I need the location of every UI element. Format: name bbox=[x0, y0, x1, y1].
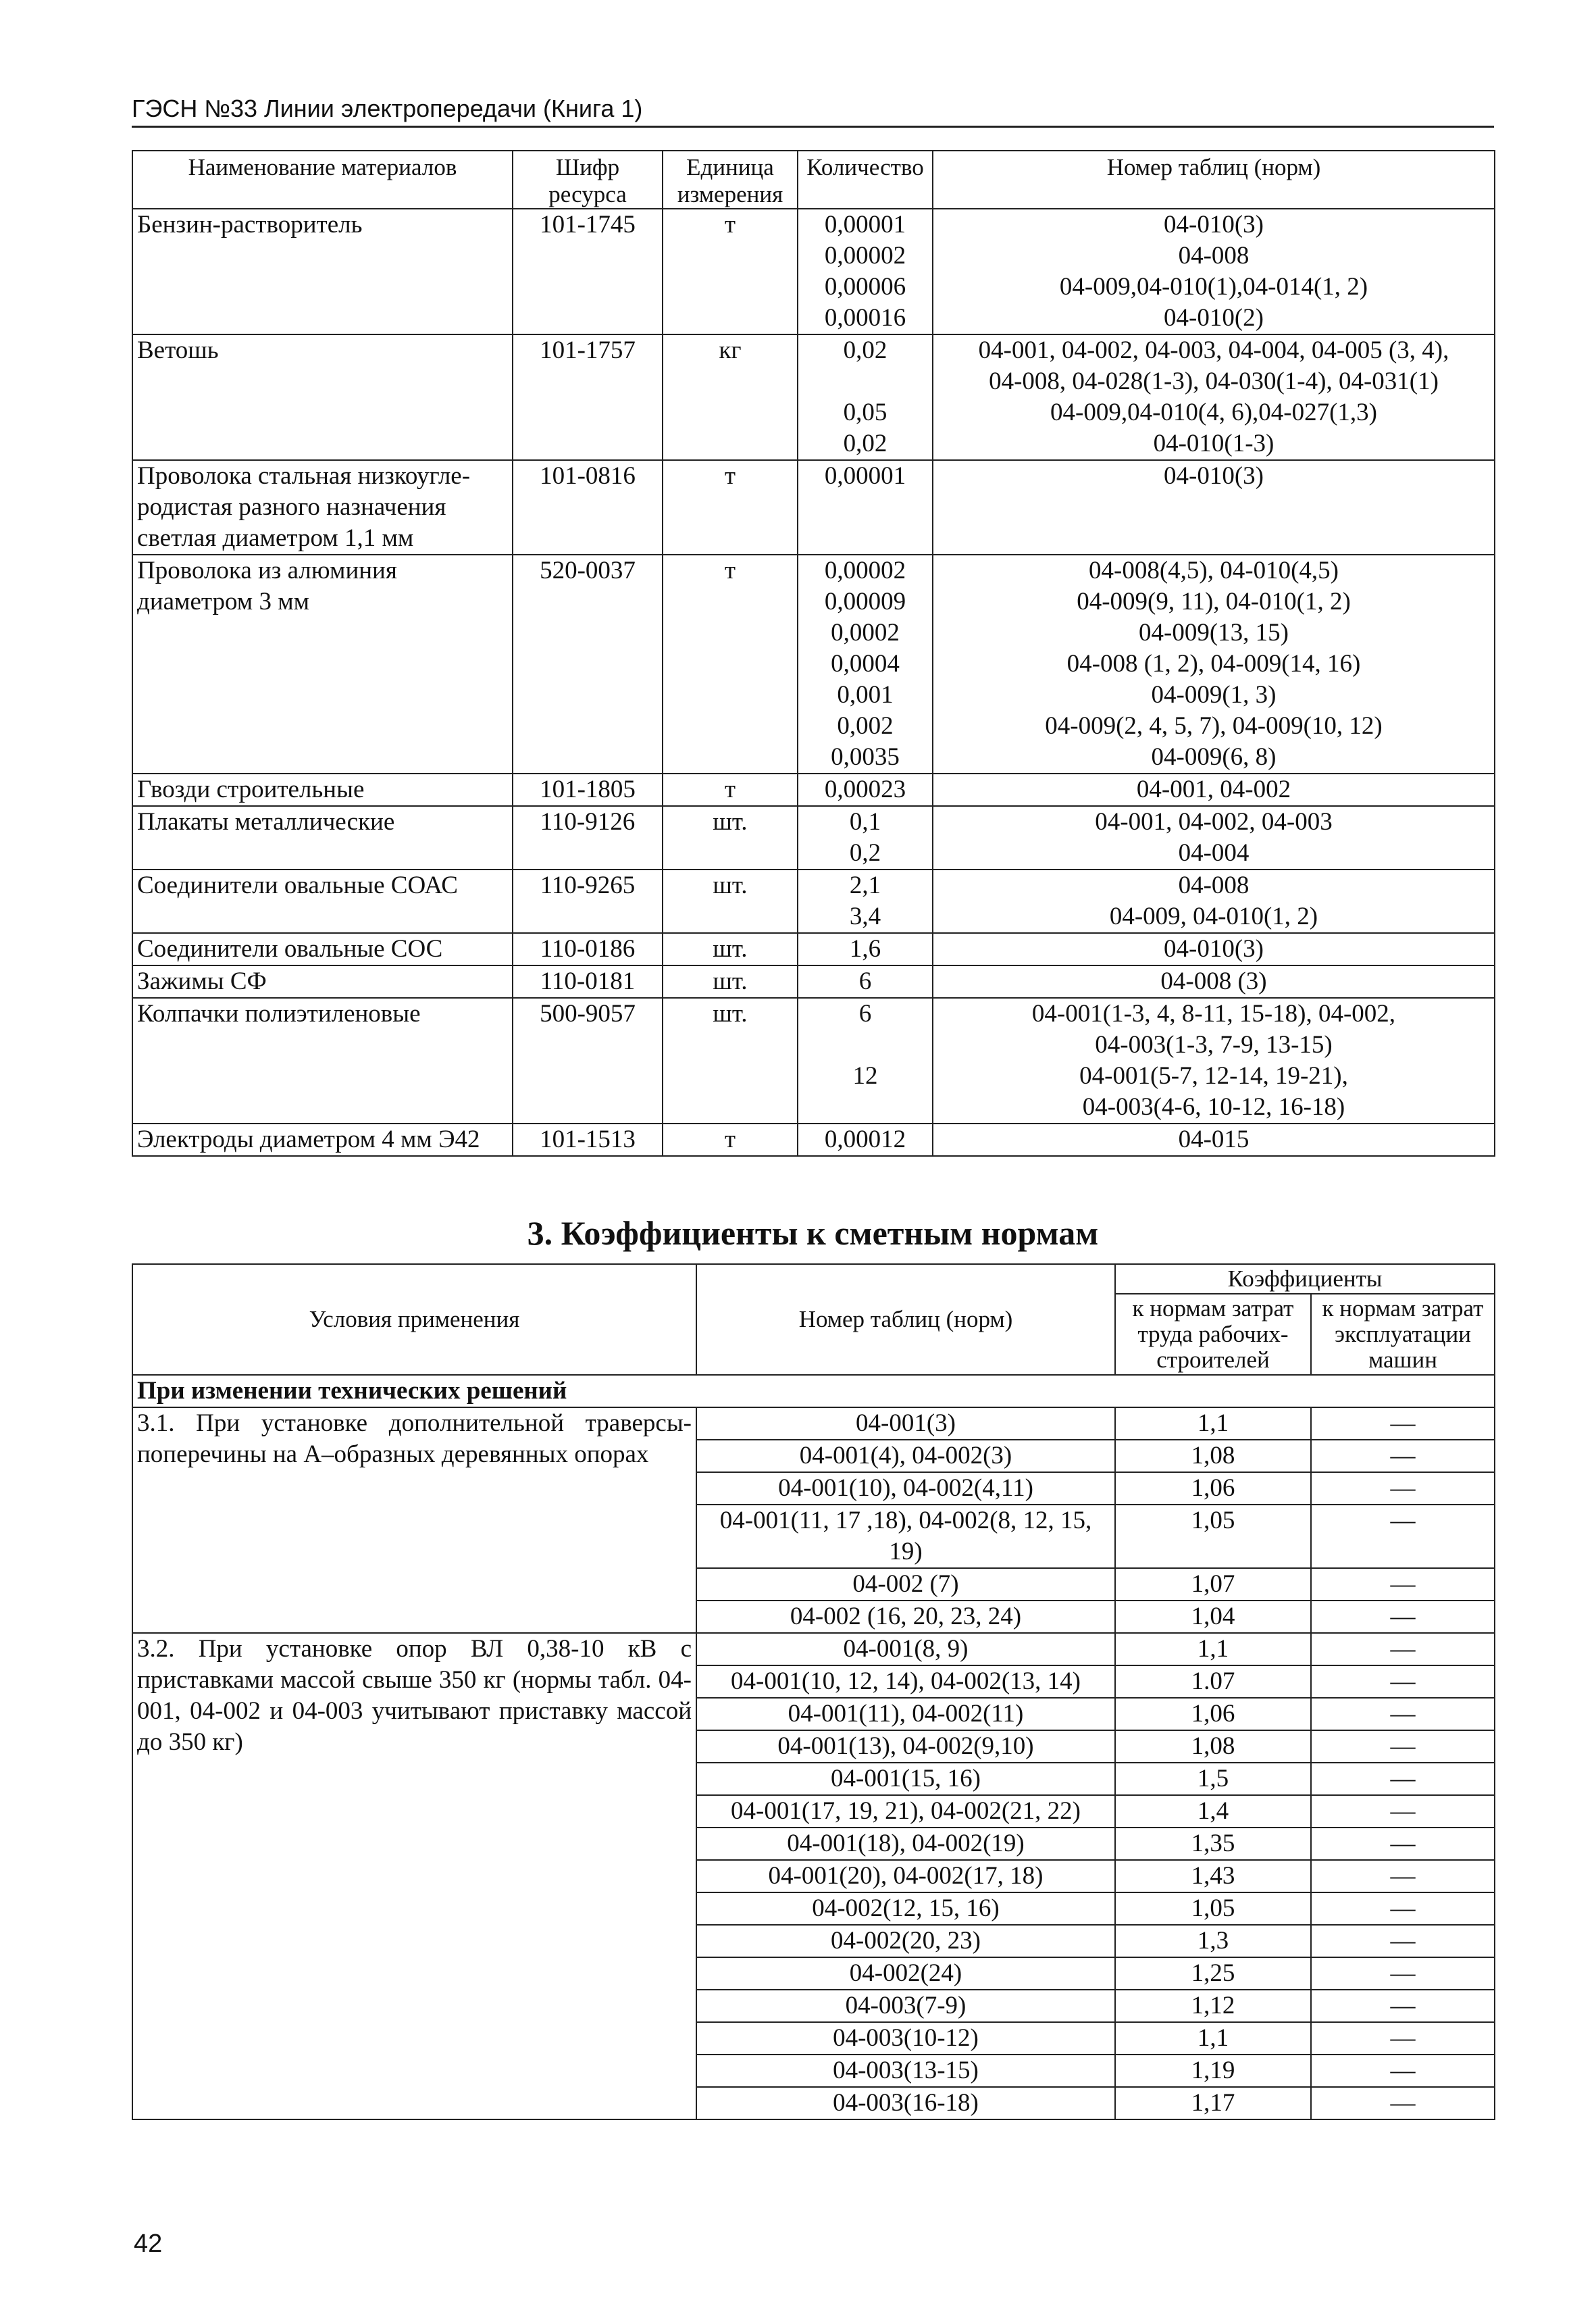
labor-coefficient: 1,08 bbox=[1115, 1440, 1311, 1472]
quantity bbox=[798, 460, 933, 555]
machines-coefficient: — bbox=[1311, 2087, 1495, 2119]
materials-header-row bbox=[132, 151, 1495, 209]
coef-table-numbers: 04-002(12, 15, 16) bbox=[696, 1892, 1115, 1925]
unit: шт. bbox=[663, 806, 798, 870]
quantity-value: 0,00001 bbox=[824, 462, 906, 490]
coef-table-numbers: 04-001(11), 04-002(11) bbox=[696, 1698, 1115, 1730]
quantity-value: 3,4 bbox=[849, 903, 881, 930]
unit: кг bbox=[663, 334, 798, 460]
material-row bbox=[132, 555, 1495, 774]
coef-row bbox=[132, 1407, 1495, 1440]
labor-coefficient: 1,07 bbox=[1115, 1568, 1311, 1601]
coef-header-row bbox=[132, 1264, 1495, 1294]
quantity-value: 0,00006 bbox=[824, 273, 906, 301]
labor-coefficient: 1,17 bbox=[1115, 2087, 1311, 2119]
machines-coefficient: — bbox=[1311, 1665, 1495, 1698]
table-number-line: 04-009(9, 11), 04-010(1, 2) bbox=[1077, 588, 1351, 615]
machines-coefficient: — bbox=[1311, 1601, 1495, 1633]
quantity bbox=[798, 870, 933, 933]
table-number-line: 04-003(4-6, 10-12, 16-18) bbox=[1082, 1093, 1345, 1121]
application-condition: 3.1. При установке дополнительной траверсы-поперечины на А–образных деревянных опорах bbox=[132, 1407, 696, 1633]
table-number-line: 04-008 bbox=[1178, 242, 1250, 270]
table-numbers bbox=[933, 460, 1495, 555]
table-number-line: 04-010(3) bbox=[1164, 462, 1264, 490]
material-row bbox=[132, 965, 1495, 998]
table-number-line: 04-001, 04-002, 04-003, 04-004, 04-005 (3, 4), bbox=[978, 336, 1449, 364]
table-number-line: 04-009(6, 8) bbox=[1151, 743, 1277, 771]
table-numbers bbox=[933, 933, 1495, 965]
table-numbers bbox=[933, 1124, 1495, 1156]
machines-coefficient: — bbox=[1311, 1957, 1495, 1990]
quantity-value: 6 bbox=[858, 967, 872, 995]
machines-coefficient: — bbox=[1311, 1633, 1495, 1665]
table-number-line: 04-001(1-3, 4, 8-11, 15-18), 04-002, bbox=[1031, 1000, 1396, 1028]
labor-coefficient: 1.07 bbox=[1115, 1665, 1311, 1698]
table-number-line: 04-009(2, 4, 5, 7), 04-009(10, 12) bbox=[1045, 712, 1383, 740]
quantity-value: 0,00023 bbox=[824, 776, 906, 803]
material-name-line: Соединители овальные СОАС bbox=[137, 872, 458, 899]
quantity-value: 0,02 bbox=[843, 430, 887, 457]
resource-code: 101-1513 bbox=[513, 1124, 663, 1156]
quantity-value bbox=[802, 1092, 928, 1123]
quantity bbox=[798, 1124, 933, 1156]
quantity-value: 6 bbox=[858, 1000, 872, 1028]
table-number-line: 04-010(1-3) bbox=[1153, 430, 1275, 457]
unit: т bbox=[663, 460, 798, 555]
table-number-line: 04-015 bbox=[1178, 1126, 1250, 1153]
material-row bbox=[132, 933, 1495, 965]
table-number-line: 04-001(5-7, 12-14, 19-21), bbox=[1079, 1062, 1348, 1090]
col-header-name: Наименование материалов bbox=[132, 151, 513, 209]
material-name bbox=[132, 998, 513, 1124]
material-name-line: Проволока из алюминия bbox=[137, 557, 397, 584]
table-numbers bbox=[933, 555, 1495, 774]
resource-code: 110-0186 bbox=[513, 933, 663, 965]
material-row bbox=[132, 870, 1495, 933]
application-condition: 3.2. При установке опор ВЛ 0,38-10 кВ с приставками массой свыше 350 кг (нормы табл. 04-001, 04-002 и 04-003 учитывают приставку массой до 350 кг) bbox=[132, 1633, 696, 2119]
resource-code: 110-9126 bbox=[513, 806, 663, 870]
material-name-line: Плакаты металлические bbox=[137, 808, 395, 836]
labor-coefficient: 1,1 bbox=[1115, 2022, 1311, 2055]
coef-table-numbers: 04-003(10-12) bbox=[696, 2022, 1115, 2055]
table-numbers bbox=[933, 334, 1495, 460]
coef-table-numbers: 04-003(13-15) bbox=[696, 2055, 1115, 2087]
quantity-value: 0,002 bbox=[837, 712, 894, 740]
machines-coefficient: — bbox=[1311, 1730, 1495, 1763]
table-number-line: 04-010(3) bbox=[1164, 935, 1264, 963]
page-header: ГЭСН №33 Линии электропередачи (Книга 1) bbox=[132, 93, 1494, 128]
labor-coefficient: 1,43 bbox=[1115, 1860, 1311, 1892]
quantity bbox=[798, 209, 933, 334]
col-header-labor: к нормам затрат труда рабочих-строителей bbox=[1115, 1294, 1311, 1375]
machines-coefficient: — bbox=[1311, 1892, 1495, 1925]
material-name-line: Электроды диаметром 4 мм Э42 bbox=[137, 1126, 480, 1153]
labor-coefficient: 1,06 bbox=[1115, 1472, 1311, 1505]
table-number-line: 04-009,04-010(1),04-014(1, 2) bbox=[1059, 273, 1368, 301]
resource-code: 101-1805 bbox=[513, 774, 663, 806]
coef-table-numbers: 04-002 (16, 20, 23, 24) bbox=[696, 1601, 1115, 1633]
col-header-code: Шифр ресурса bbox=[513, 151, 663, 209]
material-row bbox=[132, 774, 1495, 806]
unit: шт. bbox=[663, 870, 798, 933]
material-name bbox=[132, 965, 513, 998]
coef-table-numbers: 04-001(10), 04-002(4,11) bbox=[696, 1472, 1115, 1505]
unit: т bbox=[663, 555, 798, 774]
quantity-value: 0,00012 bbox=[824, 1126, 906, 1153]
coef-table-numbers: 04-001(4), 04-002(3) bbox=[696, 1440, 1115, 1472]
resource-code: 101-0816 bbox=[513, 460, 663, 555]
material-name-line: Зажимы СФ bbox=[137, 967, 267, 995]
table-number-line: 04-008(4,5), 04-010(4,5) bbox=[1089, 557, 1339, 584]
quantity-value: 1,6 bbox=[849, 935, 881, 963]
material-row bbox=[132, 1124, 1495, 1156]
material-name bbox=[132, 460, 513, 555]
material-row bbox=[132, 998, 1495, 1124]
quantity-value: 2,1 bbox=[849, 872, 881, 899]
material-name-line: Соединители овальные СОС bbox=[137, 935, 443, 963]
table-number-line: 04-010(2) bbox=[1164, 304, 1264, 332]
quantity bbox=[798, 998, 933, 1124]
col-header-tables: Номер таблиц (норм) bbox=[933, 151, 1495, 209]
machines-coefficient: — bbox=[1311, 2055, 1495, 2087]
coef-table-numbers: 04-001(20), 04-002(17, 18) bbox=[696, 1860, 1115, 1892]
labor-coefficient: 1,04 bbox=[1115, 1601, 1311, 1633]
labor-coefficient: 1,25 bbox=[1115, 1957, 1311, 1990]
table-number-line: 04-001, 04-002 bbox=[1136, 776, 1291, 803]
quantity-value bbox=[802, 366, 928, 397]
coef-table-numbers: 04-002(20, 23) bbox=[696, 1925, 1115, 1957]
coef-table-numbers: 04-003(7-9) bbox=[696, 1990, 1115, 2022]
material-name bbox=[132, 870, 513, 933]
coefficients-table bbox=[132, 1263, 1495, 2120]
material-name bbox=[132, 555, 513, 774]
unit: т bbox=[663, 1124, 798, 1156]
table-number-line: 04-009, 04-010(1, 2) bbox=[1109, 903, 1318, 930]
table-numbers bbox=[933, 774, 1495, 806]
material-name-line: Проволока стальная низкоугле- bbox=[137, 462, 471, 490]
coef-table-numbers: 04-001(3) bbox=[696, 1407, 1115, 1440]
labor-coefficient: 1,19 bbox=[1115, 2055, 1311, 2087]
resource-code: 500-9057 bbox=[513, 998, 663, 1124]
table-number-line: 04-008 (3) bbox=[1160, 967, 1267, 995]
machines-coefficient: — bbox=[1311, 1925, 1495, 1957]
labor-coefficient: 1,1 bbox=[1115, 1633, 1311, 1665]
quantity-value bbox=[802, 1030, 928, 1061]
table-numbers bbox=[933, 209, 1495, 334]
table-number-line: 04-009,04-010(4, 6),04-027(1,3) bbox=[1050, 399, 1377, 426]
coef-table-numbers: 04-001(15, 16) bbox=[696, 1763, 1115, 1795]
quantity-value: 0,00002 bbox=[824, 557, 906, 584]
coef-table-numbers: 04-001(18), 04-002(19) bbox=[696, 1828, 1115, 1860]
table-number-line: 04-003(1-3, 7-9, 13-15) bbox=[1095, 1031, 1333, 1059]
machines-coefficient: — bbox=[1311, 1860, 1495, 1892]
material-name-line: Ветошь bbox=[137, 336, 219, 364]
quantity bbox=[798, 555, 933, 774]
coef-row bbox=[132, 1633, 1495, 1665]
quantity-value: 0,05 bbox=[843, 399, 887, 426]
material-name-line: диаметром 3 мм bbox=[137, 588, 310, 615]
material-row bbox=[132, 334, 1495, 460]
material-name bbox=[132, 806, 513, 870]
material-row bbox=[132, 806, 1495, 870]
coef-table-numbers: 04-002 (7) bbox=[696, 1568, 1115, 1601]
quantity-value: 0,0035 bbox=[831, 743, 900, 771]
quantity-value: 0,00002 bbox=[824, 242, 906, 270]
machines-coefficient: — bbox=[1311, 1440, 1495, 1472]
machines-coefficient: — bbox=[1311, 1505, 1495, 1568]
labor-coefficient: 1,5 bbox=[1115, 1763, 1311, 1795]
resource-code: 101-1745 bbox=[513, 209, 663, 334]
material-name bbox=[132, 334, 513, 460]
quantity-value: 0,2 bbox=[849, 839, 881, 867]
coef-table-numbers: 04-001(17, 19, 21), 04-002(21, 22) bbox=[696, 1795, 1115, 1828]
quantity bbox=[798, 933, 933, 965]
material-name bbox=[132, 209, 513, 334]
col-header-coefficients: Коэффициенты bbox=[1115, 1264, 1495, 1294]
coef-table-numbers: 04-001(11, 17 ,18), 04-002(8, 12, 15, 19) bbox=[696, 1505, 1115, 1568]
quantity-value: 0,0004 bbox=[831, 650, 900, 678]
quantity-value: 0,00009 bbox=[824, 588, 906, 615]
coef-table-numbers: 04-003(16-18) bbox=[696, 2087, 1115, 2119]
table-numbers bbox=[933, 998, 1495, 1124]
resource-code: 110-9265 bbox=[513, 870, 663, 933]
col-header-coef-tables: Номер таблиц (норм) bbox=[696, 1264, 1115, 1375]
table-number-line: 04-004 bbox=[1178, 839, 1250, 867]
coef-table-numbers: 04-001(13), 04-002(9,10) bbox=[696, 1730, 1115, 1763]
table-number-line: 04-008, 04-028(1-3), 04-030(1-4), 04-031(1) bbox=[989, 368, 1439, 395]
labor-coefficient: 1,08 bbox=[1115, 1730, 1311, 1763]
table-numbers bbox=[933, 870, 1495, 933]
col-header-unit: Единица измерения bbox=[663, 151, 798, 209]
page-number: 42 bbox=[134, 2230, 163, 2258]
material-name-line: Бензин-растворитель bbox=[137, 211, 363, 238]
quantity-value: 0,1 bbox=[849, 808, 881, 836]
labor-coefficient: 1,05 bbox=[1115, 1505, 1311, 1568]
machines-coefficient: — bbox=[1311, 1698, 1495, 1730]
col-header-qty: Количество bbox=[798, 151, 933, 209]
table-number-line: 04-010(3) bbox=[1164, 211, 1264, 238]
quantity bbox=[798, 965, 933, 998]
quantity-value: 0,02 bbox=[843, 336, 887, 364]
unit: т bbox=[663, 774, 798, 806]
material-name bbox=[132, 774, 513, 806]
table-number-line: 04-008 bbox=[1178, 872, 1250, 899]
table-numbers bbox=[933, 806, 1495, 870]
machines-coefficient: — bbox=[1311, 1828, 1495, 1860]
unit: шт. bbox=[663, 998, 798, 1124]
col-header-conditions: Условия применения bbox=[132, 1264, 696, 1375]
coef-table-numbers: 04-001(10, 12, 14), 04-002(13, 14) bbox=[696, 1665, 1115, 1698]
coef-table-numbers: 04-001(8, 9) bbox=[696, 1633, 1115, 1665]
quantity-value: 0,00001 bbox=[824, 211, 906, 238]
table-number-line: 04-008 (1, 2), 04-009(14, 16) bbox=[1066, 650, 1361, 678]
material-row bbox=[132, 460, 1495, 555]
quantity-value: 12 bbox=[852, 1062, 878, 1090]
labor-coefficient: 1,12 bbox=[1115, 1990, 1311, 2022]
labor-coefficient: 1,35 bbox=[1115, 1828, 1311, 1860]
machines-coefficient: — bbox=[1311, 1990, 1495, 2022]
labor-coefficient: 1,3 bbox=[1115, 1925, 1311, 1957]
resource-code: 520-0037 bbox=[513, 555, 663, 774]
labor-coefficient: 1,1 bbox=[1115, 1407, 1311, 1440]
group-title-row bbox=[132, 1375, 1495, 1407]
machines-coefficient: — bbox=[1311, 1407, 1495, 1440]
machines-coefficient: — bbox=[1311, 1795, 1495, 1828]
table-number-line: 04-001, 04-002, 04-003 bbox=[1095, 808, 1333, 836]
material-name bbox=[132, 1124, 513, 1156]
group-title: При изменении технических решений bbox=[132, 1375, 1495, 1407]
table-number-line: 04-009(1, 3) bbox=[1151, 681, 1277, 709]
resource-code: 110-0181 bbox=[513, 965, 663, 998]
machines-coefficient: — bbox=[1311, 2022, 1495, 2055]
unit: т bbox=[663, 209, 798, 334]
labor-coefficient: 1,4 bbox=[1115, 1795, 1311, 1828]
quantity bbox=[798, 334, 933, 460]
material-name bbox=[132, 933, 513, 965]
quantity bbox=[798, 774, 933, 806]
quantity bbox=[798, 806, 933, 870]
section-title: 3. Коэффициенты к сметным нормам bbox=[527, 1214, 1099, 1252]
unit: шт. bbox=[663, 965, 798, 998]
material-name-line: родистая разного назначения bbox=[137, 493, 446, 521]
quantity-value: 0,0002 bbox=[831, 619, 900, 647]
material-row bbox=[132, 209, 1495, 334]
table-number-line: 04-009(13, 15) bbox=[1139, 619, 1289, 647]
machines-coefficient: — bbox=[1311, 1472, 1495, 1505]
material-name-line: Гвозди строительные bbox=[137, 776, 365, 803]
material-name-line: светлая диаметром 1,1 мм bbox=[137, 524, 414, 552]
quantity-value: 0,00016 bbox=[824, 304, 906, 332]
unit: шт. bbox=[663, 933, 798, 965]
table-numbers bbox=[933, 965, 1495, 998]
material-name-line: Колпачки полиэтиленовые bbox=[137, 1000, 421, 1028]
quantity-value: 0,001 bbox=[837, 681, 894, 709]
coef-table-numbers: 04-002(24) bbox=[696, 1957, 1115, 1990]
machines-coefficient: — bbox=[1311, 1568, 1495, 1601]
resource-code: 101-1757 bbox=[513, 334, 663, 460]
machines-coefficient: — bbox=[1311, 1763, 1495, 1795]
materials-table bbox=[132, 150, 1495, 1157]
col-header-machines: к нормам затрат эксплуатации машин bbox=[1311, 1294, 1495, 1375]
labor-coefficient: 1,06 bbox=[1115, 1698, 1311, 1730]
labor-coefficient: 1,05 bbox=[1115, 1892, 1311, 1925]
